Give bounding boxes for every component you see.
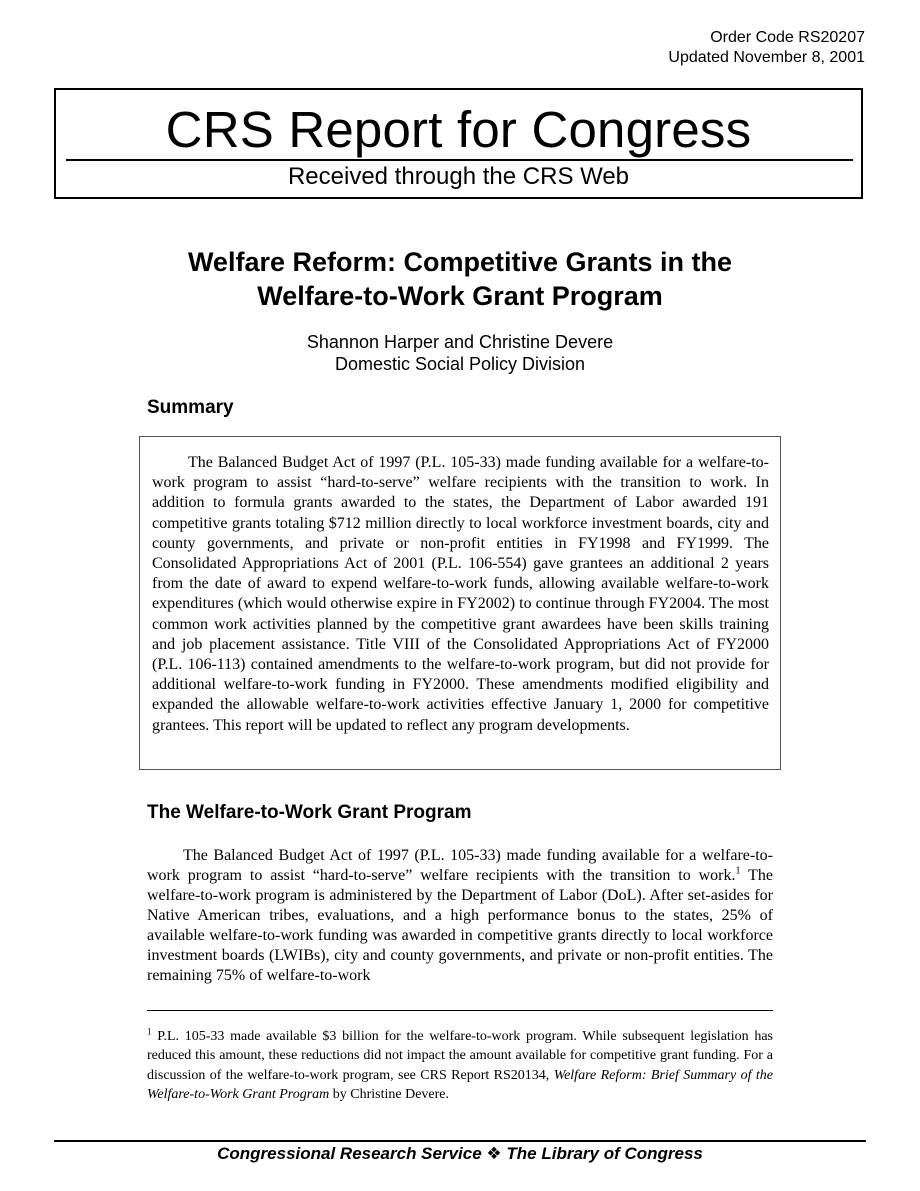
order-code: Order Code RS20207 xyxy=(710,29,865,46)
section-heading: The Welfare-to-Work Grant Program xyxy=(147,802,472,823)
division: Domestic Social Policy Division xyxy=(334,354,586,374)
footnote xyxy=(147,1027,773,1105)
masthead-title: CRS Report for Congress xyxy=(165,101,752,158)
summary-box xyxy=(139,436,781,770)
summary-heading: Summary xyxy=(147,397,234,418)
footer-left: Congressional Research Service xyxy=(217,1144,482,1163)
masthead-subtitle: Received through the CRS Web xyxy=(287,163,630,190)
summary-text: The Balanced Budget Act of 1997 (P.L. 105-33) made funding available for a welfare-to-work program to assist “hard-to-serve” welfare recipients with the transition to work. In addition to formula grants awarded to the states, the Department of Labor awarded 191 competitive grants totaling $712 million directly to local workforce investment boards, city and county governments, and private or non-profit entities in FY1998 and FY1999. The Consolidated Appropriations Act of 2001 (P.L. 106-554) gave grantees an additional 2 years from the date of award to expend welfare-to-work funds, allowing available welfare-to-work expenditures (which would otherwise expire in FY2002) to continue through FY2004. The most common work activities planned by the competitive grant awardees have been skills training and job placement assistance. Title VIII of the Consolidated Appropriations Act of FY2000 (P.L. 106-113) contained amendments to the welfare-to-work program, but did not provide for additional welfare-to-work funding in FY2000. These amendments modified eligibility and expanded the allowable welfare-to-work activities effective January 1, 2000 for competitive grantees. This report will be updated to reflect any program developments. xyxy=(152,454,769,734)
document-title-line1: Welfare Reform: Competitive Grants in the xyxy=(187,247,733,277)
authors: Shannon Harper and Christine Devere xyxy=(306,332,614,352)
footnote-report-title: Welfare Reform: Brief Summary of the Welfare-to-Work Grant Program xyxy=(147,1067,773,1103)
document-title-line2: Welfare-to-Work Grant Program xyxy=(257,281,663,311)
paragraph-text-part2: The welfare-to-work program is administered by the Department of Labor (DoL). After set-asides for Native American tribes, evaluations, and a high performance bonus to the states, 25% of available welfare-to-work funding was awarded in competitive grants directly to local workforce investment boards (LWIBs), city and county governments, and private or non-profit entities. The remaining 75% of welfare-to-work xyxy=(147,867,774,984)
section-paragraph xyxy=(147,846,773,986)
footer-divider xyxy=(54,1140,866,1142)
updated-date: Updated November 8, 2001 xyxy=(668,49,865,66)
footnote-reference[interactable]: 1 xyxy=(735,865,741,877)
footnote-text-part2: by Christine Devere. xyxy=(329,1087,450,1103)
masthead xyxy=(54,88,863,199)
footer-right: The Library of Congress xyxy=(506,1144,703,1163)
footnote-text-part1: P.L. 105-33 made available $3 billion for the welfare-to-work program. While subsequent legislation has reduced this amount, these reductions did not impact the amount available for competitive grant funding. For a discussion of the welfare-to-work program, see CRS Report RS20134, xyxy=(147,1029,773,1083)
footer xyxy=(54,1143,866,1165)
footnote-marker: 1 xyxy=(147,1026,152,1037)
masthead-divider xyxy=(66,159,853,161)
footnote-divider xyxy=(147,1010,773,1011)
paragraph-text-part1: The Balanced Budget Act of 1997 (P.L. 105-33) made funding available for a welfare-to-work program to assist “hard-to-serve” welfare recipients with the transition to work. xyxy=(147,847,773,884)
diamond-separator-icon: ❖ xyxy=(486,1144,502,1163)
author-block xyxy=(160,331,760,375)
order-code-block xyxy=(668,28,865,68)
document-title xyxy=(120,245,800,313)
